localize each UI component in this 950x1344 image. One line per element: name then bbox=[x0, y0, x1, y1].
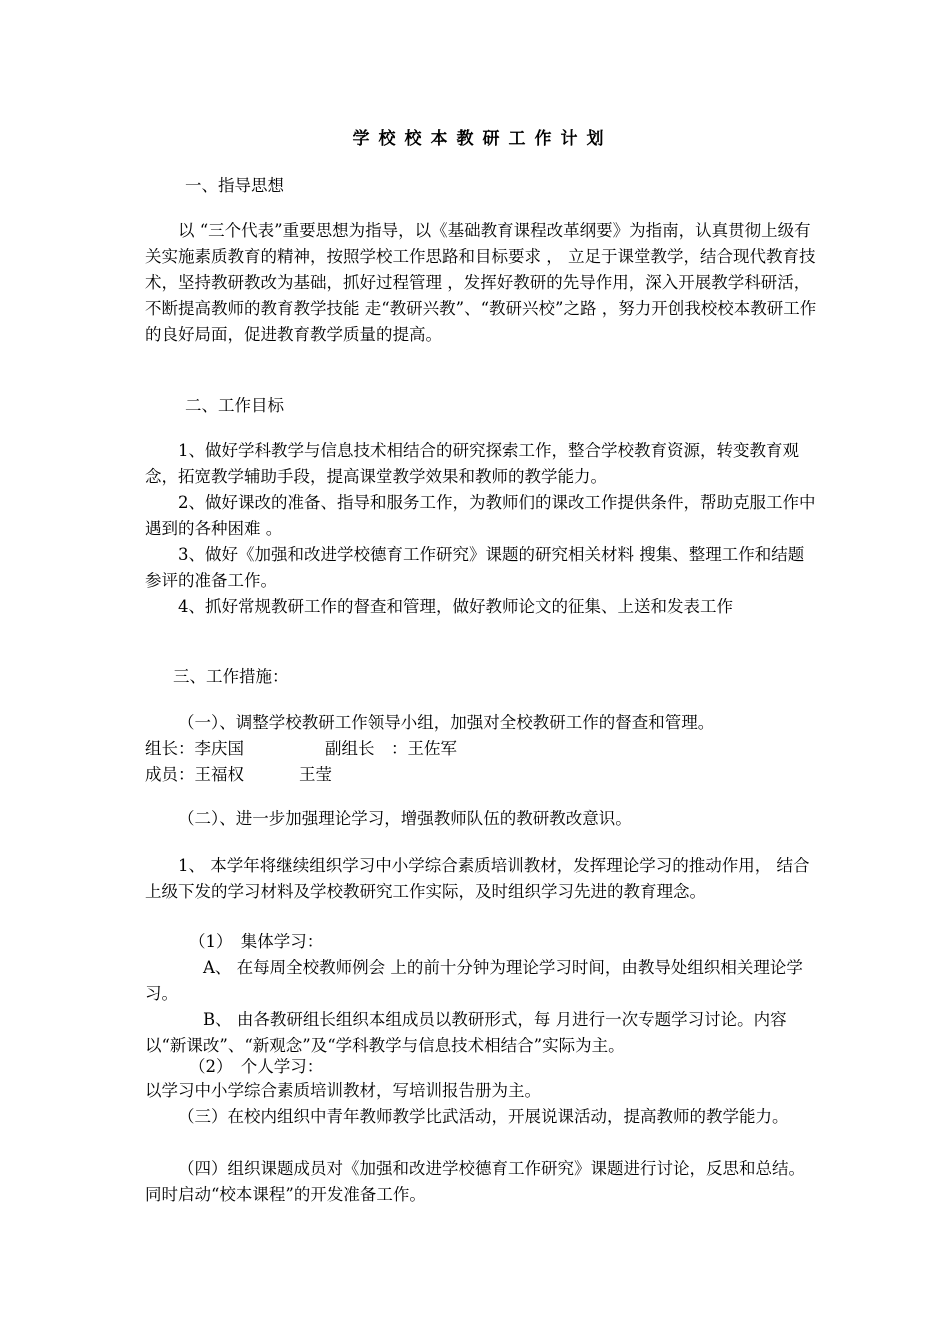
goal-item-3: 3、做好《加强和改进学校德育工作研究》课题的研究相关材料 搜集、整理工作和结题参评的准备工作。 bbox=[145, 545, 805, 590]
individual-study-text: 以学习中小学综合素质培训教材，写培训报告册为主。 bbox=[145, 1081, 541, 1100]
measure-3: （三）在校内组织中青年教师教学比武活动，开展说课活动，提高教师的教学能力。 bbox=[178, 1107, 789, 1126]
sub-item-a: A、 在每周全校教师例会 上的前十分钟为理论学习时间，由教导处组织相关理论学习。 bbox=[145, 958, 803, 1003]
guiding-ideology-paragraph: 以 “三个代表”重要思想为指导，以《基础教育课程改革纲要》为指南，认真贯彻上级有关实施素质教育的精神，按照学校工作思路和目标要求 ， 立足于课堂教学，结合现代教育技术，坚持教研教改为基础，抓好过程管理 ，发挥好教研的先导作用，深入开展教学科研活，不断提高教师的教育教学技能 走“教研兴教”、“教研兴校”之路 ，努力开创我校校本教研工作的良好局面，促进教育教学质量的提高。 bbox=[145, 221, 817, 344]
leader-label: 组长：李庆国 bbox=[145, 739, 244, 758]
measure-1: （一）、调整学校教研工作领导小组，加强对全校教研工作的督查和管理。 bbox=[178, 713, 715, 732]
measure-4: （四）组织课题成员对《加强和改进学校德育工作研究》课题进行讨论，反思和总结。同时启动“校本课程”的开发准备工作。 bbox=[145, 1159, 805, 1204]
sub-item-individual-study: （2） 个人学习： bbox=[189, 1057, 324, 1076]
sub-item-collective-study: （1） 集体学习： bbox=[189, 932, 324, 951]
members-label: 成员：王福权 bbox=[145, 765, 244, 784]
section-heading-work-measures: 三、工作措施： bbox=[173, 667, 289, 686]
member-2: 王莹 bbox=[299, 765, 332, 784]
measure-2: （二）、进一步加强理论学习，增强教师队伍的教研教改意识。 bbox=[178, 809, 632, 828]
goal-item-4: 4、抓好常规教研工作的督查和管理，做好教师论文的征集、上送和发表工作 bbox=[178, 597, 733, 616]
goal-item-2: 2、做好课改的准备、指导和服务工作，为教师们的课改工作提供条件，帮助克服工作中遇到的各种困难 。 bbox=[145, 493, 816, 538]
vice-leader-label: 副组长 ：王佐军 bbox=[325, 739, 457, 758]
document-title: 学校校本教研工作计划 bbox=[352, 129, 613, 149]
goal-item-1: 1、做好学科教学与信息技术相结合的研究探索工作，整合学校教育资源，转变教育观念，拓宽教学辅助手段，提高课堂教学效果和教师的教学能力。 bbox=[145, 441, 799, 486]
section-heading-guiding-ideology: 一、指导思想 bbox=[185, 176, 284, 195]
section-heading-work-goals: 二、工作目标 bbox=[185, 396, 284, 415]
sub-item-b: B、 由各教研组长组织本组成员以教研形式，每 月进行一次专题学习讨论。内容以“新课改”、“新观念”及“学科教学与信息技术相结合”实际为主。 bbox=[145, 1010, 787, 1055]
measure-2-item-1: 1、 本学年将继续组织学习中小学综合素质培训教材，发挥理论学习的推动作用， 结合上级下发的学习材料及学校教研究工作实际，及时组织学习先进的教育理念。 bbox=[145, 856, 810, 901]
